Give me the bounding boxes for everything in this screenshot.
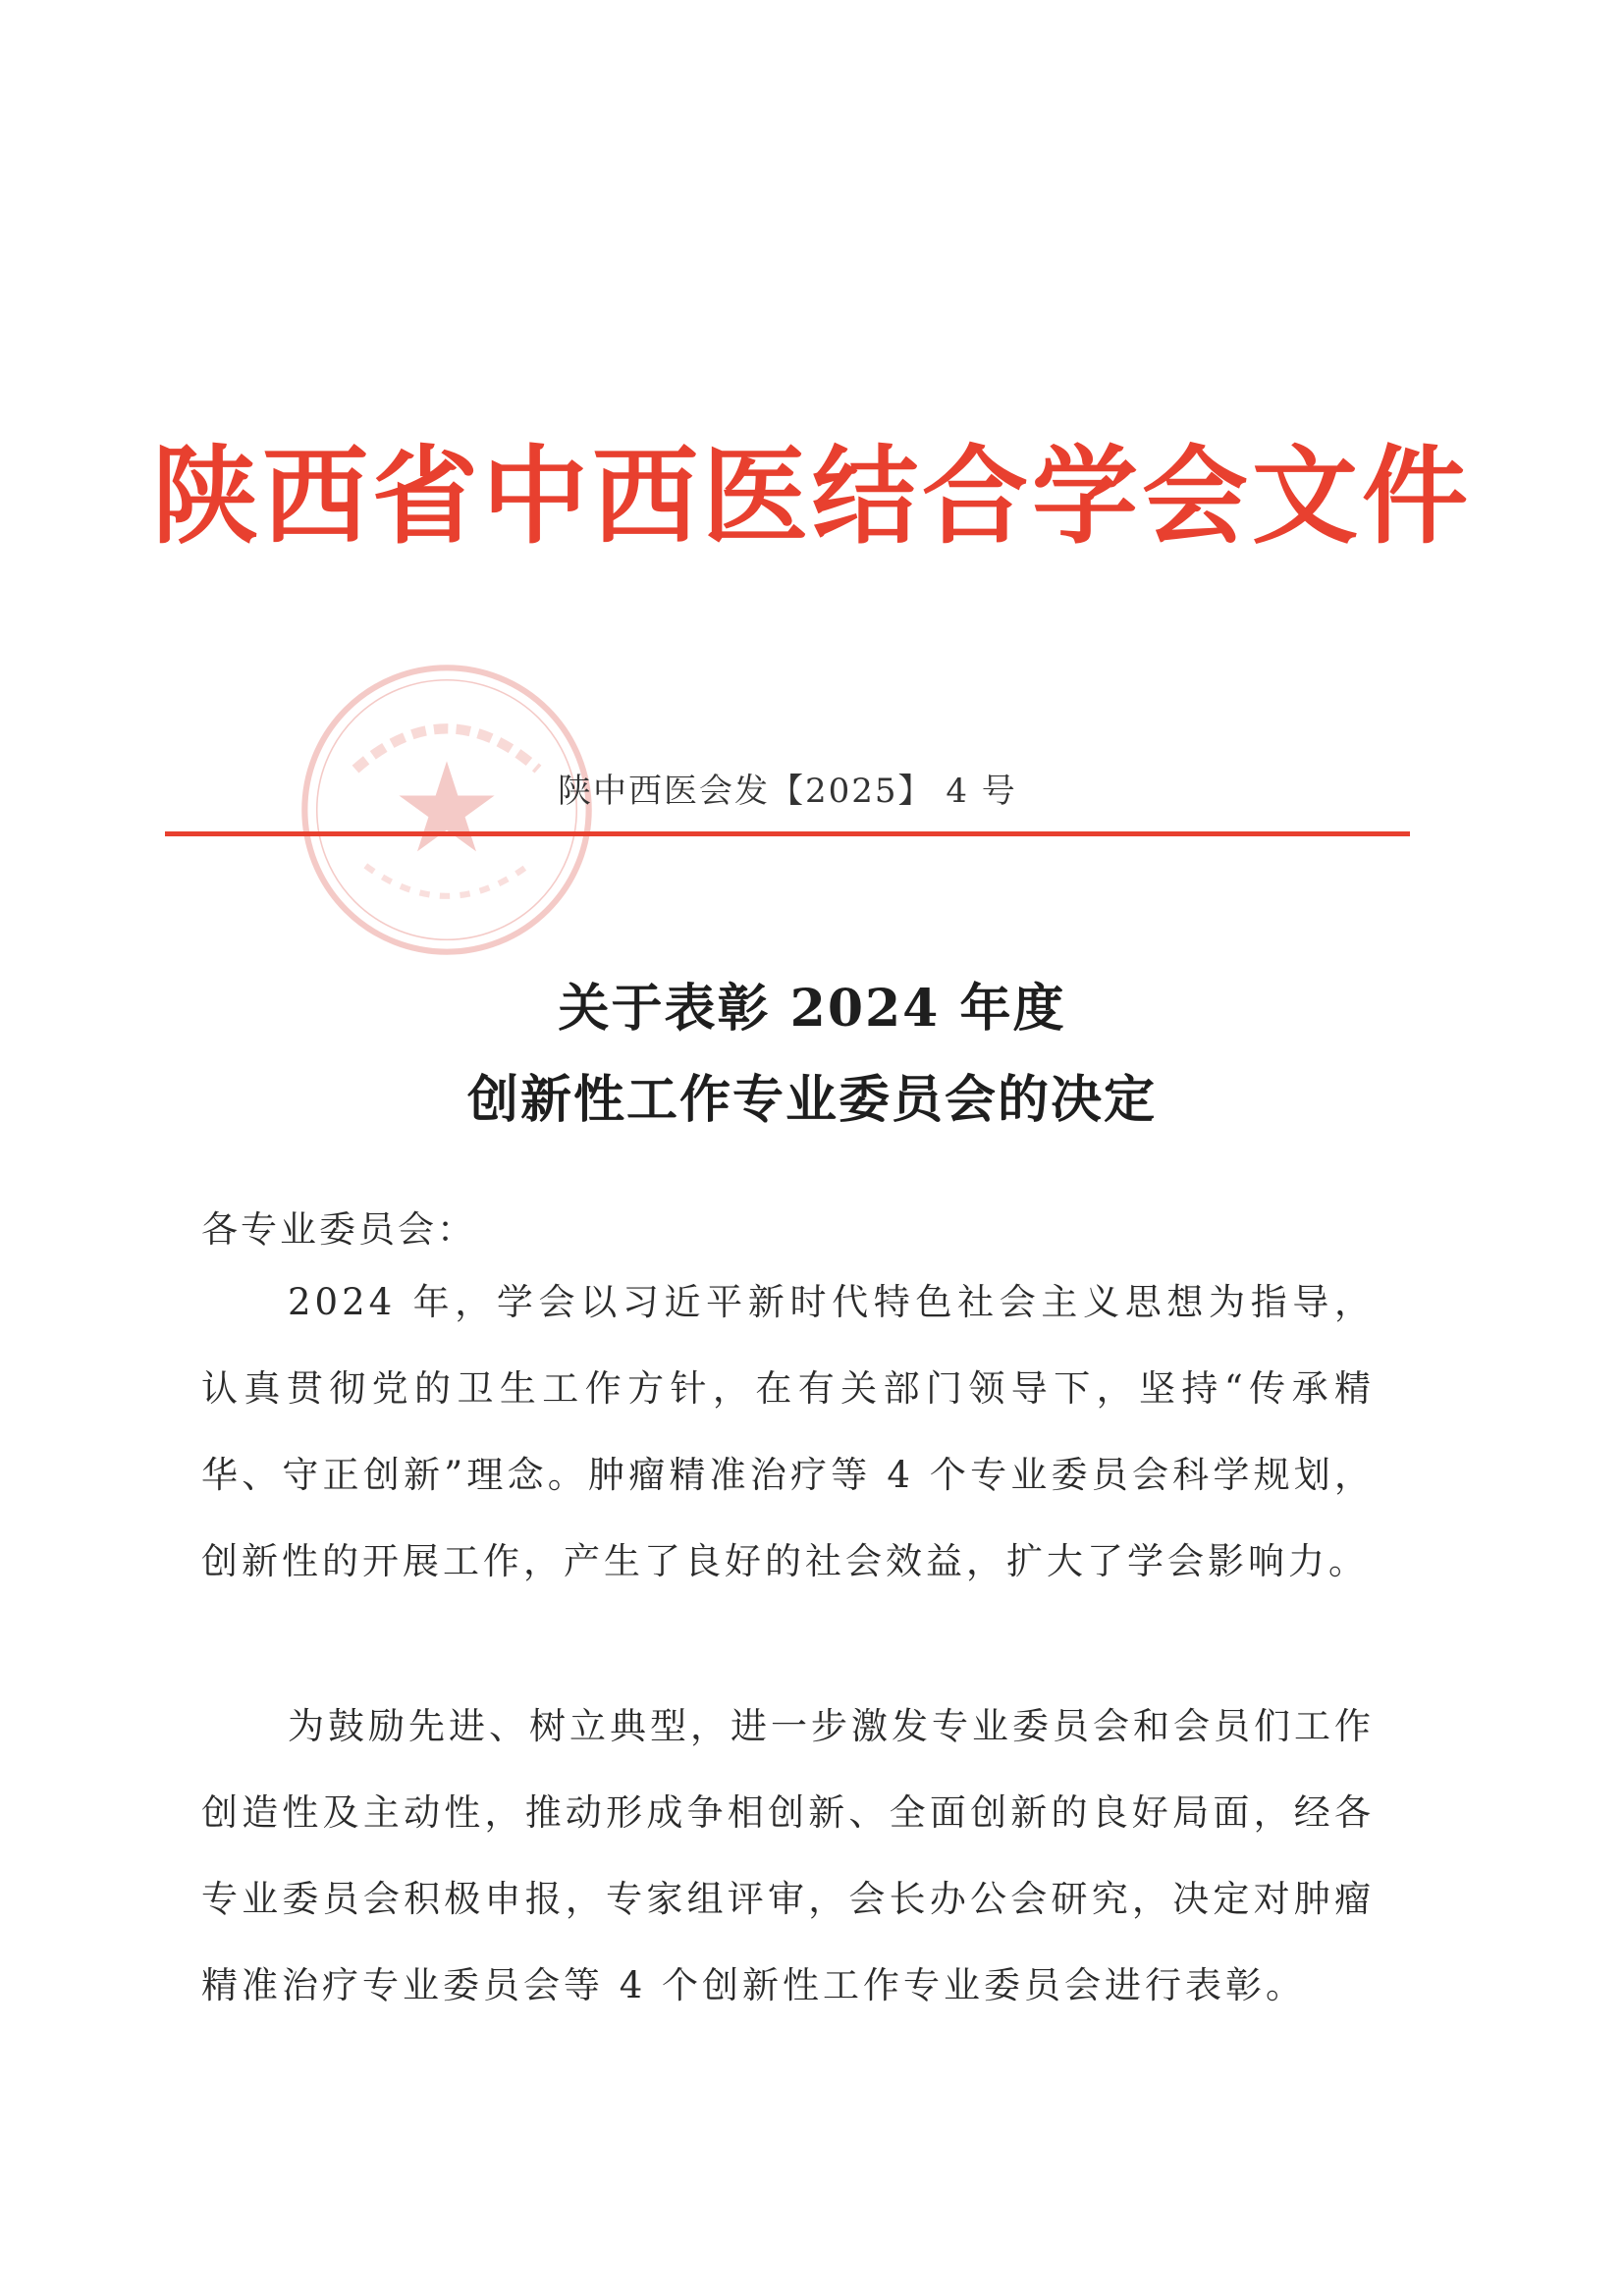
- salutation: 各专业委员会：: [201, 1208, 476, 1251]
- body-paragraph-2: 为鼓励先进、树立典型，进一步激发专业委员会和会员们工作创造性及主动性，推动形成争相创新、全面创新的良好局面，经各专业委员会积极申报，专家组评审，会长办公会研究，决定对肿瘤精准治疗专业委员会等 4 个创新性工作专业委员会进行表彰。: [201, 1705, 1375, 2006]
- red-divider: [165, 831, 1410, 836]
- document-title-line2: 创新性工作专业委员会的决定: [466, 1070, 1157, 1130]
- star-icon: [399, 761, 494, 851]
- document-title-line1: 关于表彰 2024 年度: [558, 979, 1066, 1039]
- masthead-title: 陕西省中西医结合学会文件: [151, 435, 1472, 559]
- document-number: 陕中西医会发【2025】 4 号: [558, 772, 1017, 811]
- body-paragraph-1: 2024 年，学会以习近平新时代特色社会主义思想为指导，认真贯彻党的卫生工作方针，在有关部门领导下，坚持“传承精华、守正创新”理念。肿瘤精准治疗等 4 个专业委员会科学规划，创新性的开展工作，产生了良好的社会效益，扩大了学会影响力。: [201, 1281, 1375, 1582]
- official-seal: [295, 658, 599, 962]
